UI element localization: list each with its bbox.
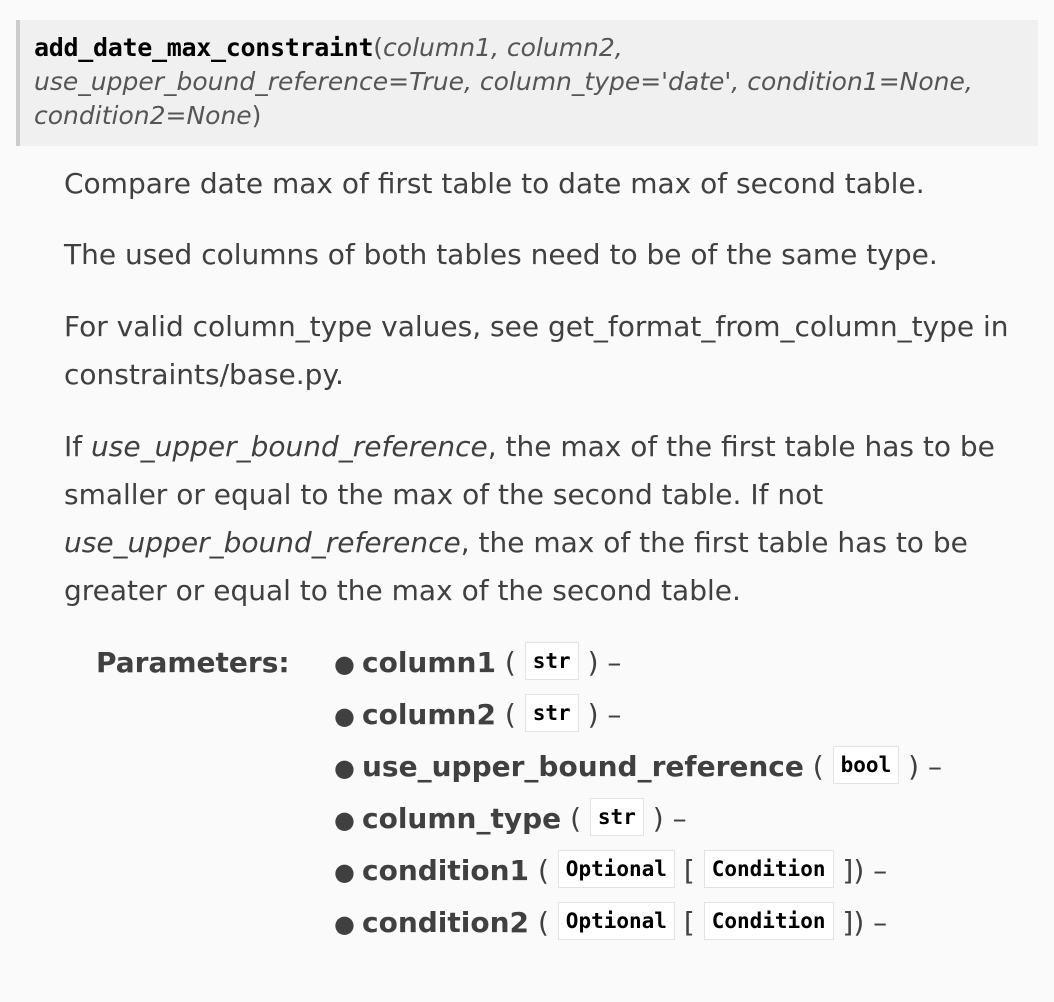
description-p4-emphasis-2: use_upper_bound_reference	[64, 526, 461, 559]
parameter-name: column_type	[362, 802, 562, 835]
bullet-icon: ●	[334, 754, 355, 782]
bullet-icon: ●	[334, 650, 355, 678]
description-paragraph-4	[64, 423, 1024, 615]
parameter-item: ● column_type ( str ) –	[334, 796, 942, 848]
parameter-inner-type: Condition	[704, 902, 834, 940]
function-signature	[16, 20, 1038, 146]
bullet-icon: ●	[334, 858, 355, 886]
parameter-type: Optional	[558, 850, 675, 888]
parameter-type: str	[525, 694, 579, 732]
parameter-inner-type: Condition	[704, 850, 834, 888]
parameter-item: ● use_upper_bound_reference ( bool ) –	[334, 744, 942, 796]
description-p4-part-a: If	[64, 430, 92, 463]
parameter-type: str	[590, 798, 644, 836]
parameter-name: use_upper_bound_reference	[362, 750, 804, 783]
parameters-label: Parameters:	[96, 646, 290, 679]
parameter-item: ● condition1 ( Optional [ Condition ]) –	[334, 848, 942, 900]
bullet-icon: ●	[334, 806, 355, 834]
parameter-name: column2	[362, 698, 496, 731]
parameter-type: bool	[833, 746, 900, 784]
bullet-icon: ●	[334, 702, 355, 730]
parameter-name: column1	[362, 646, 496, 679]
parameter-item: ● condition2 ( Optional [ Condition ]) –	[334, 900, 942, 952]
description-p4-emphasis-1: use_upper_bound_reference	[91, 430, 488, 463]
parameter-type: str	[525, 642, 579, 680]
signature-close-paren: )	[251, 101, 262, 130]
signature-params: column1, column2, use_upper_bound_reference=True, column_type='date', condition1=None, condition2=None	[34, 33, 973, 130]
parameters-list	[334, 640, 942, 952]
description-paragraph-3: For valid column_type values, see get_format_from_column_type in constraints/base.py.	[64, 310, 1009, 391]
parameter-type: Optional	[558, 902, 675, 940]
description-paragraph-2: The used columns of both tables need to be of the same type.	[64, 238, 938, 271]
function-name: add_date_max_constraint	[34, 33, 374, 62]
description-paragraph-1: Compare date max of first table to date max of second table.	[64, 167, 925, 200]
parameter-name: condition1	[362, 854, 530, 887]
parameter-item: ● column2 ( str ) –	[334, 692, 942, 744]
signature-open-paren: (	[373, 33, 384, 62]
description-p4-part-b: , the max of the first table has to be smaller or equal to the max of the second table. If not	[64, 430, 995, 511]
parameter-item: ● column1 ( str ) –	[334, 640, 942, 692]
bullet-icon: ●	[334, 910, 355, 938]
description-p4-part-c: , the max of the first table has to be greater or equal to the max of the second table.	[64, 526, 968, 607]
parameter-name: condition2	[362, 906, 530, 939]
